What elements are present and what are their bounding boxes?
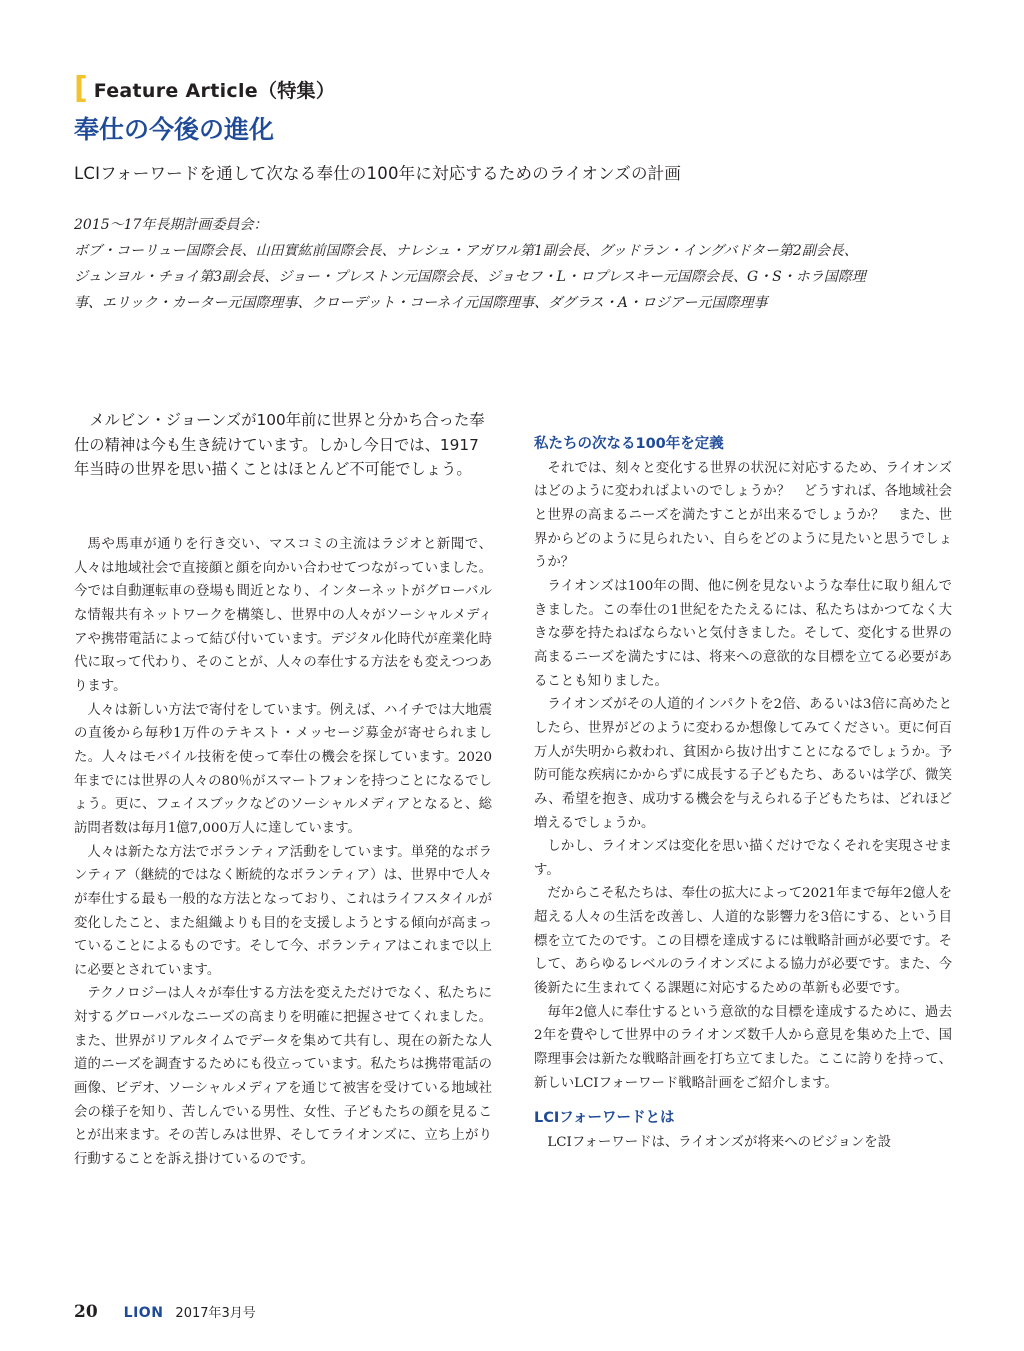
article-title: 奉仕の今後の進化 [74, 115, 275, 144]
section-heading: 私たちの次なる100年を定義 [534, 436, 724, 452]
committee-members-line: 事、エリック・カーター元国際理事、クローデット・コーネイ元国際理事、ダグラス・A・ロジアー元国際理事 [74, 295, 768, 311]
body-paragraph: 人々は新たな方法でボランティア活動をしています。単発的なボランティア（継続的ではなく断続的なボランティア）は、世界中で人々が奉仕する最も一般的な方法となっており、これはライフスタイルが変化したこと、また組織よりも目的を支援しようとする傾向が高まっていることによるものです。そして今、ボランティアはこれまで以上に必要とされています。 [74, 844, 492, 978]
body-paragraph: LCIフォーワードは、ライオンズが将来へのビジョンを設 [547, 1135, 892, 1151]
body-paragraph: ライオンズは100年の間、他に例を見ないような奉仕に取り組んできました。この奉仕の1世紀をたたえるには、私たちはかつてなく大きな夢を持たねばならないと気付きました。そして、変化する世界の高まるニーズを満たすには、将来への意欲的な目標を立てる必要があることも知りました。 [534, 578, 952, 689]
body-paragraph: 人々は新しい方法で寄付をしています。例えば、ハイチでは大地震の直後から毎秒1万件のテキスト・メッセージ募金が寄せられました。人々はモバイル技術を使って奉仕の機会を探しています。2020年までには世界の人々の80％がスマートフォンを持つことになるでしょう。更に、フェイスブックなどのソーシャルメディアとなると、総訪問者数は毎月1億7,000万人に達しています。 [74, 702, 492, 836]
lead-text: メルビン・ジョーンズが100年前に世界と分かち合った奉仕の精神は今も生き続けています。しかし今日では、1917年当時の世界を思い描くことはほとんど不可能でしょう。 [74, 411, 485, 478]
body-paragraph: だからこそ私たちは、奉仕の拡大によって2021年まで毎年2億人を超える人々の生活を改善し、人道的な影響力を3倍にする、という目標を立てたのです。この目標を達成するには戦略計画が必要です。そして、あらゆるレベルのライオンズによる協力が必要です。また、今後新たに生まれてくる課題に対応するための革新も必要です。 [534, 886, 952, 997]
section-kicker [74, 71, 336, 106]
committee-heading: 2015～17年長期計画委員会： [74, 217, 268, 233]
section-heading: LCIフォーワードとは [534, 1110, 675, 1127]
body-paragraph: しかし、ライオンズは変化を思い描くだけでなくそれを実現させます。 [534, 839, 952, 878]
issue-date: 2017年3月号 [175, 1306, 256, 1321]
body-paragraph: テクノロジーは人々が奉仕する方法を変えただけでなく、私たちに対するグローバルなニーズの高まりを明確に把握させてくれました。また、世界がリアルタイムでデータを集めて共有し、現在の新たな人道的ニーズを調査するためにも役立っています。私たちは携帯電話の画像、ビデオ、ソーシャルメディアを通じて被害を受けている地域社会の様子を知り、苦しんでいる男性、女性、子どもたちの顔を見ることが出来ます。その苦しみは世界、そしてライオンズに、立ち上がり行動することを訴え掛けているのです。 [74, 986, 492, 1168]
body-paragraph: 馬や馬車が通りを行き交い、マスコミの主流はラジオと新聞で、人々は地域社会で直接顔と顔を向かい合わせてつながっていました。今では自動運転車の登場も間近となり、インターネットがグローバルな情報共有ネットワークを構築し、世界中の人々がソーシャルメディアや携帯電話によって結び付いています。デジタル化時代が産業化時代に取って代わり、そのことが、人々の奉仕する方法をも変えつつあります。 [74, 537, 492, 694]
committee-members-line: ジュンヨル・チョイ第3副会長、ジョー・プレストン元国際会長、ジョセフ・L・ロプレスキー元国際会長、G・S・ホラ国際理 [74, 269, 866, 285]
committee-credits [74, 212, 954, 316]
page-number: 20 [74, 1302, 98, 1322]
article-subtitle: LCIフォーワードを通して次なる奉仕の100年に対応するためのライオンズの計画 [74, 164, 682, 183]
kicker-bracket: [ [74, 71, 88, 106]
body-paragraph: ライオンズがその人道的インパクトを2倍、あるいは3倍に高めたとしたら、世界がどのように変わるか想像してみてください。更に何百万人が失明から救われ、貧困から抜け出すことになるでしょうか。予防可能な疾病にかからずに成長する子どもたち、あるいは学び、微笑み、希望を抱き、成功する機会を与えられる子どもたちは、どれほど増えるでしょうか。 [534, 697, 952, 831]
committee-members-line: ボブ・コーリュー国際会長、山田實紘前国際会長、ナレシュ・アガワル第1副会長、グッドラン・イングバドター第2副会長、 [74, 243, 858, 259]
kicker-label: Feature Article（特集） [93, 79, 336, 102]
magazine-name: LION [123, 1305, 164, 1321]
page-footer [74, 1302, 256, 1322]
body-paragraph: それでは、刻々と変化する世界の状況に対応するため、ライオンズはどのように変わればよいのでしょうか？ どうすれば、各地域社会と世界の高まるニーズを満たすことが出来るでしょうか？ また、世界からどのように見られたい、自らをどのように見たいと思うでしょうか？ [534, 460, 952, 571]
body-paragraph: 毎年2億人に奉仕するという意欲的な目標を達成するために、過去2年を費やして世界中のライオンズ数千人から意見を集めた上で、国際理事会は新たな戦略計画を打ち立てました。ここに誇りを持って、新しいLCIフォーワード戦略計画をご紹介します。 [534, 1004, 952, 1091]
left-column [74, 533, 492, 1172]
lead-paragraph [74, 408, 494, 482]
right-column [534, 433, 952, 1155]
